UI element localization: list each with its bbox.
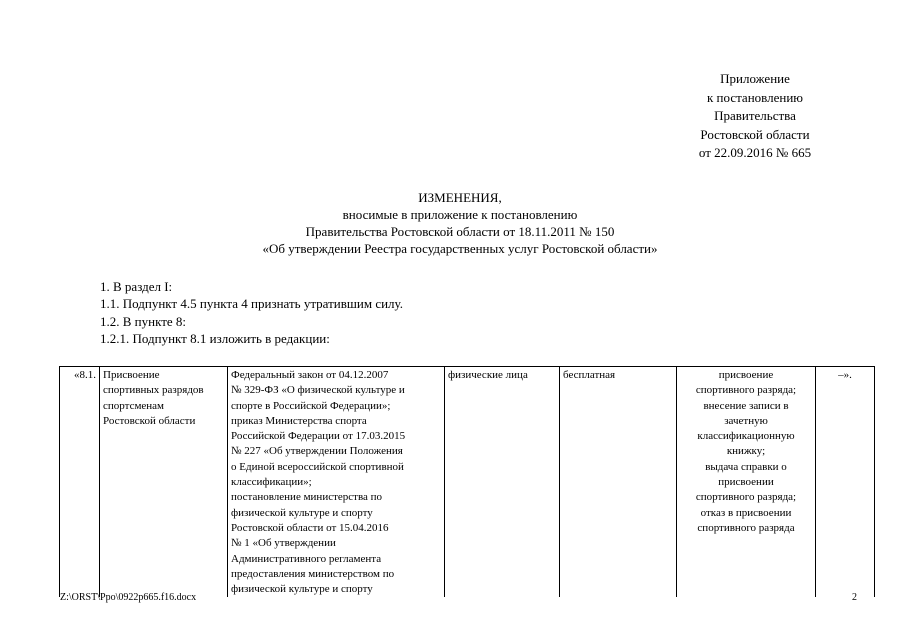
approval-line: от 22.09.2016 № 665 [698, 145, 812, 160]
change-item: 1.2.1. Подпункт 8.1 изложить в редакции: [100, 330, 330, 346]
change-item: 1.1. Подпункт 4.5 пункта 4 признать утратившим силу. [100, 296, 403, 312]
cell-line: спортивных разрядов [103, 384, 204, 397]
cell-line: внесение записи в [703, 399, 789, 412]
cell-line: Административного регламента [231, 552, 382, 565]
cell-line: классификационную [697, 430, 795, 443]
change-items [100, 278, 800, 347]
title-line: Правительства Ростовской области от 18.11.2011 № 150 [305, 224, 615, 239]
title-line: ИЗМЕНЕНИЯ, [418, 190, 502, 205]
approval-line: Ростовской области [700, 126, 810, 142]
cell-line: приказ Министерства спорта [231, 414, 367, 427]
cell-line: классификации»; [231, 476, 312, 489]
footer-file-path: Z:\ORST\Ppo\0922p665.f16.docx [60, 592, 197, 603]
footer-page-number: 2 [852, 592, 857, 603]
cell-line: № 227 «Об утверждении Положения [231, 445, 403, 458]
change-item: 1.2. В пункте 8: [100, 313, 187, 329]
cell-line: физической культуре и спорту [231, 583, 373, 596]
cell-line: о Единой всероссийской спортивной [231, 460, 404, 473]
cell-line: присвоение [718, 369, 774, 381]
cell-line: спорте в Российской Федерации»; [231, 399, 391, 412]
cell-line: присвоении [718, 476, 774, 489]
cell-line: Российской Федерации от 17.03.2015 [231, 430, 406, 443]
cell-line: № 329-ФЗ «О физической культуре и [231, 384, 405, 397]
cell-line: книжку; [726, 445, 766, 458]
cell-legal-basis [228, 367, 445, 598]
table-row [60, 367, 875, 598]
title-line: вносимые в приложение к постановлению [342, 207, 578, 222]
cell-line: Присвоение [103, 369, 160, 381]
cell-service-name [100, 367, 228, 598]
document-title [150, 189, 770, 257]
approval-line: Правительства [714, 108, 796, 123]
cell-line: спортивного разряда [697, 521, 795, 534]
cell-recipients: физические лица [445, 367, 560, 598]
title-line: «Об утверждении Реестра государственных услуг Ростовской области» [262, 241, 658, 256]
cell-line: Ростовской области [103, 414, 196, 427]
cell-line: выдача справки о [705, 460, 787, 473]
approval-line: Приложение [720, 71, 790, 86]
cell-line: предоставления министерством по [231, 567, 395, 580]
registry-table [59, 366, 875, 597]
cell-line: спортивного разряда; [695, 491, 797, 504]
cell-line: Федеральный закон от 04.12.2007 [231, 369, 389, 381]
cell-number: «8.1. [60, 367, 100, 598]
cell-result [677, 367, 816, 598]
cell-line: спортсменам [103, 399, 165, 412]
cell-line: № 1 «Об утверждении [231, 537, 336, 550]
cell-line: зачетную [724, 414, 768, 427]
cell-line: спортивного разряда; [695, 384, 797, 397]
cell-line: Ростовской области от 15.04.2016 [231, 521, 389, 534]
cell-line: физической культуре и спорту [231, 506, 373, 519]
cell-line: постановление министерства по [231, 491, 383, 504]
cell-line: отказ в присвоении [700, 506, 792, 519]
approval-line: к постановлению [706, 89, 804, 105]
cell-payment: бесплатная [560, 367, 677, 598]
change-item: 1. В раздел I: [100, 279, 173, 294]
cell-end-mark: –». [816, 367, 875, 598]
approval-stamp [640, 70, 870, 163]
